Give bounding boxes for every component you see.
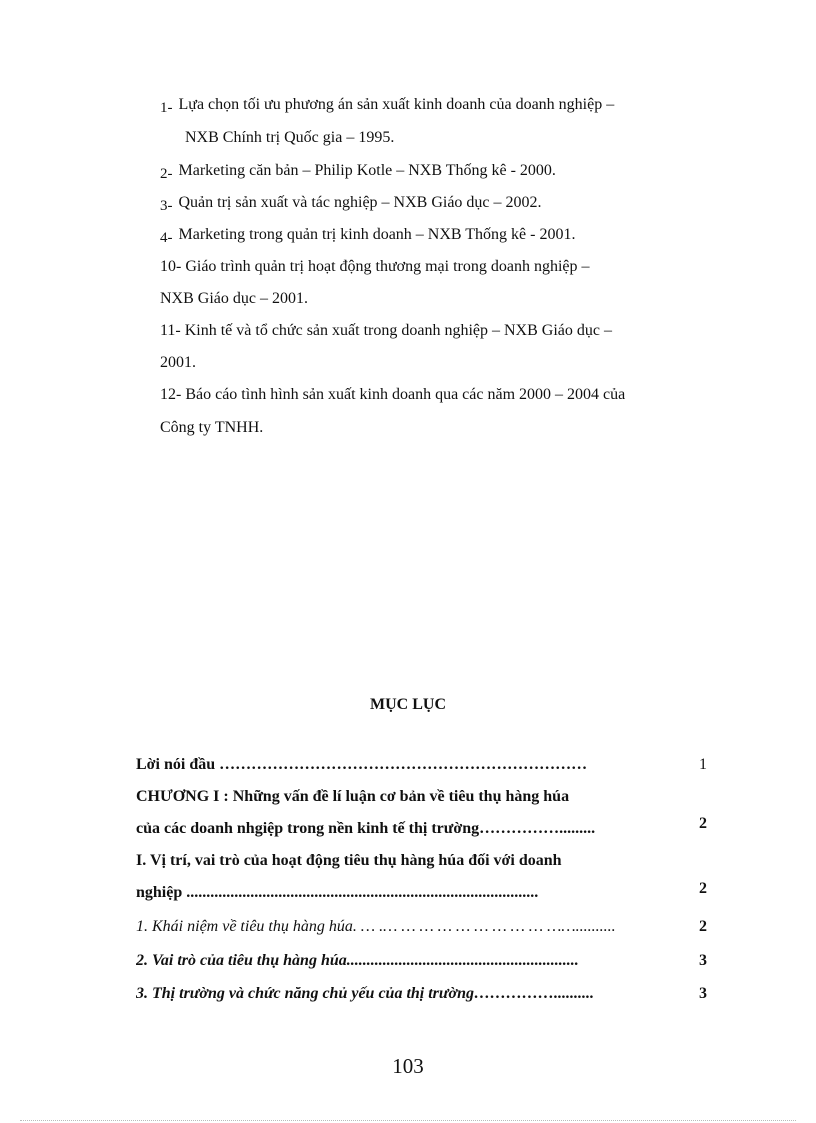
toc-page-number: 3: [699, 985, 707, 1002]
reference-text: Quản trị sản xuất và tác nghiệp – NXB Giáo dục – 2002.: [178, 194, 542, 211]
toc-entry-text: Lời nói đầu ……………………………………………………………: [136, 756, 588, 773]
toc-page-number: 2: [699, 880, 707, 897]
toc-entry-text: của các doanh nhgiệp trong nền kinh tế thị trường…………….........: [136, 820, 596, 837]
page-number: 103: [392, 1054, 424, 1078]
toc-entry: [136, 952, 688, 970]
toc-entry: [136, 985, 688, 1003]
toc-entry-text: 3. Thị trường và chức năng chủ yếu của thị trường……………..........: [136, 985, 594, 1002]
reference-continuation: [160, 419, 263, 437]
reference-number: 4-: [160, 230, 173, 246]
reference-text: 10- Giáo trình quản trị hoạt động thương mại trong doanh nghiệp –: [160, 258, 590, 275]
toc-entry-text: I. Vị trí, vai trò của hoạt động tiêu thụ hàng húa đối với doanh: [136, 852, 562, 869]
toc-entry: [136, 918, 688, 936]
toc-entry-continuation: [136, 820, 688, 838]
toc-entry-text: nghiệp ........................................................................................: [136, 884, 539, 901]
reference-continuation: [185, 129, 394, 147]
toc-page-number: 1: [699, 756, 707, 773]
reference-text: Marketing trong quản trị kinh doanh – NXB Thống kê - 2001.: [178, 226, 576, 243]
toc-entry-text: 2. Vai trò của tiêu thụ hàng húa..........................................................: [136, 952, 579, 969]
toc-entry: [136, 852, 688, 870]
toc-entry-text: CHƯƠNG I : Những vấn đề lí luận cơ bản về tiêu thụ hàng húa: [136, 788, 570, 805]
reference-text: NXB Chính trị Quốc gia – 1995.: [185, 129, 395, 146]
reference-text: 11- Kinh tế và tổ chức sản xuất trong doanh nghiệp – NXB Giáo dục –: [160, 322, 612, 339]
toc-entry: [136, 788, 688, 806]
toc-page-number: 3: [699, 952, 707, 969]
reference-text: NXB Giáo dục – 2001.: [160, 290, 308, 307]
reference-number: 2-: [160, 166, 173, 182]
reference-text: Marketing căn bản – Philip Kotle – NXB Thống kê - 2000.: [178, 162, 556, 179]
toc-entry: [136, 756, 688, 774]
reference-item: [160, 162, 556, 180]
reference-text: Lựa chọn tối ưu phương án sản xuất kinh doanh của doanh nghiệp –: [178, 96, 615, 113]
reference-item: [160, 226, 575, 244]
reference-number: 1-: [160, 100, 173, 116]
reference-number: 3-: [160, 198, 173, 214]
reference-text: 12- Báo cáo tình hình sản xuất kinh doanh qua các năm 2000 – 2004 của: [160, 386, 626, 403]
reference-item: [160, 96, 614, 114]
toc-entry-continuation: [136, 884, 688, 902]
reference-text: Công ty TNHH.: [160, 419, 264, 436]
toc-title: MỤC LỤC: [370, 696, 446, 713]
toc-page-number: 2: [699, 918, 707, 935]
reference-item: [160, 194, 542, 212]
reference-item: [160, 258, 590, 276]
footer-divider: [20, 1120, 796, 1121]
reference-item: [160, 322, 612, 340]
toc-entry-text: 1. Khái niệm về tiêu thụ hàng húa. … .… … … … … … … … … ……..........: [136, 918, 616, 935]
reference-item: [160, 386, 625, 404]
toc-page-number: 2: [699, 815, 707, 832]
reference-text: 2001.: [160, 354, 196, 371]
reference-continuation: [160, 354, 196, 372]
reference-continuation: [160, 290, 308, 308]
